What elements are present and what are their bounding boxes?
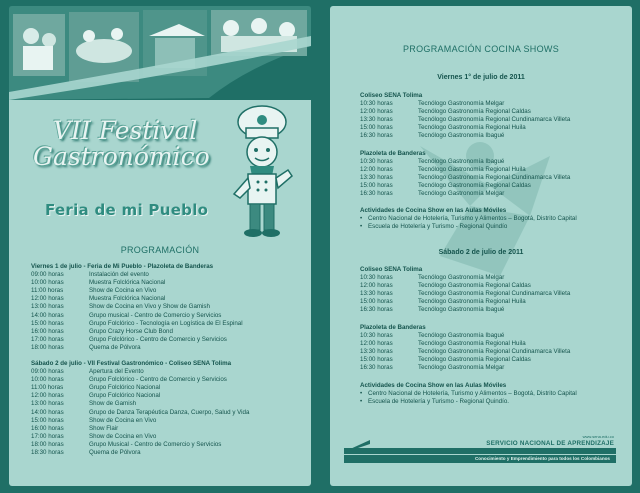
schedule-description: Show de Cocina en Vivo [89,287,157,295]
schedule-description: Tecnólogo Gastronomía Regional Huila [418,124,526,132]
schedule-row [360,290,570,298]
sena-footer [330,434,632,464]
schedule-row [31,433,249,441]
schedule-description: Muestra Folclórica Nacional [89,279,166,287]
schedule-description: Tecnólogo Gastronomía Regional Caldas [418,282,531,290]
schedule-row [31,392,249,400]
schedule-row [31,441,249,449]
schedule-description: Show Flair [89,424,119,432]
schedule-row [31,449,249,457]
schedule-time: 18:30 horas [31,449,64,457]
plazoleta-rows [360,158,570,198]
schedule-row [360,332,570,340]
schedule-description: Tecnólogo Gastronomía Regional Cundinamarca Villeta [418,290,571,298]
programacion-heading: PROGRAMACIÓN [120,245,200,255]
schedule-row [360,174,570,182]
schedule-time: 15:00 horas [360,182,393,190]
bullet-icon: • [360,390,363,398]
schedule-time: 14:00 horas [31,311,64,319]
saturday-rows [31,368,249,457]
schedule-row [31,376,249,384]
schedule-description: Grupo Crazy Horse Club Bond [89,327,173,335]
schedule-description: Show de Cocina en Vivo [89,432,157,440]
schedule-time: 10:30 horas [360,158,393,166]
schedule-description: Show de Cocina en Vivo y Show de Gamish [89,303,210,311]
schedule-description: Tecnólogo Gastronomía Melgar [418,274,505,282]
schedule-time: 13:00 horas [31,303,64,311]
schedule-row [360,116,570,124]
schedule-time: 18:00 horas [31,343,64,351]
chef-mascot-illustration [222,102,302,242]
schedule-time: 18:00 horas [31,440,64,448]
schedule-time: 11:00 horas [31,287,64,295]
schedule-row [31,271,243,279]
schedule-row [31,295,243,303]
bullet-text: Escuela de Hotelería y Turismo - Regional Quindío [368,223,508,231]
schedule-description: Apertura del Evento [89,368,144,376]
schedule-description: Tecnólogo Gastronomía Ibagué [418,158,505,166]
header-photo-collage [9,6,311,100]
bullet-item [360,215,577,223]
bullet-icon: • [360,398,363,406]
bullet-item [360,398,577,406]
schedule-row [31,312,243,320]
schedule-time: 17:00 horas [31,335,64,343]
coliseo-rows [360,274,570,314]
schedule-time: 13:30 horas [360,348,393,356]
schedule-time: 12:00 horas [360,282,393,290]
aulas-items [360,390,577,406]
schedule-row [31,425,249,433]
schedule-row [31,287,243,295]
schedule-time: 15:00 horas [360,356,393,364]
coliseo-rows [360,100,570,140]
schedule-description: Tecnólogo Gastronomía Regional Huila [418,340,526,348]
schedule-time: 09:00 horas [31,271,64,279]
title-line-2: Gastronómico [33,142,210,171]
schedule-row [31,384,249,392]
schedule-row [31,344,243,352]
schedule-description: Tecnólogo Gastronomía Regional Caldas [418,356,531,364]
left-page [9,6,311,486]
friday-heading: Viernes 1 de julio - Feria de Mi Pueblo - Plazoleta de Banderas [31,263,214,270]
schedule-description: Muestra Folclórica Nacional [89,295,166,303]
schedule-description: Tecnólogo Gastronomía Melgar [418,190,505,198]
schedule-row [31,409,249,417]
sena-url: www.sena.edu.co [582,434,614,439]
schedule-description: Tecnólogo Gastronomía Ibagué [418,132,505,140]
schedule-row [360,356,570,364]
schedule-description: Grupo Folclórico Nacional [89,392,161,400]
schedule-time: 16:30 horas [360,306,393,314]
schedule-time: 10:30 horas [360,100,393,108]
schedule-time: 17:00 horas [31,432,64,440]
saturday-heading: Sábado 2 de julio - VII Festival Gastronómico - Coliseo SENA Tolima [31,360,232,367]
schedule-row [360,124,570,132]
feria-subtitle: Feria de mi Pueblo [45,201,209,219]
saturday-date: Sábado 2 de julio de 2011 [438,249,524,256]
bullet-icon: • [360,223,363,231]
schedule-description: Tecnólogo Gastronomía Melgar [418,364,505,372]
cocina-shows-title: PROGRAMACIÓN COCINA SHOWS [402,44,559,54]
schedule-time: 15:00 horas [360,298,393,306]
schedule-description: Tecnólogo Gastronomía Regional Huila [418,298,526,306]
plazoleta-heading: Plazoleta de Banderas [360,150,426,157]
schedule-description: Quema de Pólvora [89,449,141,457]
bullet-item [360,390,577,398]
sena-org-name: SERVICIO NACIONAL DE APRENDIZAJE [486,440,614,447]
schedule-row [360,132,570,140]
schedule-time: 09:00 horas [31,368,64,376]
schedule-row [360,298,570,306]
schedule-description: Tecnólogo Gastronomía Regional Cundinamarca Villeta [418,348,571,356]
schedule-description: Instalación del evento [89,271,149,279]
saturday-coliseo [360,266,570,315]
plazoleta-rows [360,332,570,372]
bullet-text: Centro Nacional de Hotelería, Turismo y Alimentos – Bogotá, Distrito Capital [368,215,577,223]
schedule-description: Show de Gamish [89,400,137,408]
schedule-row [360,158,570,166]
schedule-row [31,328,243,336]
schedule-time: 13:30 horas [360,290,393,298]
schedule-time: 10:00 horas [31,279,64,287]
photo-collage-image [9,6,311,100]
friday-aulas [360,207,577,231]
schedule-row [31,368,249,376]
schedule-row [360,100,570,108]
schedule-time: 10:30 horas [360,332,393,340]
friday-coliseo [360,92,570,141]
saturday-aulas [360,382,577,406]
schedule-description: Tecnólogo Gastronomía Regional Cundinamarca Villeta [418,174,571,182]
schedule-time: 16:30 horas [360,190,393,198]
schedule-description: Tecnólogo Gastronomía Regional Caldas [418,108,531,116]
schedule-time: 10:00 horas [31,376,64,384]
schedule-time: 13:00 horas [31,400,64,408]
bullet-text: Escuela de Hotelería y Turismo - Regional Quindío. [368,398,510,406]
schedule-row [31,400,249,408]
schedule-time: 15:00 horas [31,319,64,327]
schedule-row [360,282,570,290]
schedule-time: 12:00 horas [360,340,393,348]
schedule-row [31,336,243,344]
friday-date: Viernes 1° de julio de 2011 [437,74,525,81]
friday-schedule [31,263,243,352]
schedule-description: Tecnólogo Gastronomía Regional Huila [418,166,526,174]
schedule-row [360,190,570,198]
schedule-row [360,348,570,356]
aulas-heading: Actividades de Cocina Show en las Aulas Móviles [360,207,507,214]
schedule-time: 16:00 horas [31,327,64,335]
schedule-description: Quema de Pólvora [89,343,141,351]
schedule-time: 16:00 horas [31,424,64,432]
schedule-time: 15:00 horas [31,416,64,424]
bullet-text: Centro Nacional de Hotelería, Turismo y Alimentos – Bogotá, Distrito Capital [368,390,577,398]
aulas-items [360,215,577,231]
schedule-row [360,166,570,174]
bullet-item [360,223,577,231]
schedule-description: Tecnólogo Gastronomía Ibagué [418,332,505,340]
schedule-row [360,306,570,314]
schedule-description: Show de Cocina en Vivo [89,416,157,424]
schedule-row [360,108,570,116]
schedule-description: Tecnólogo Gastronomía Ibagué [418,306,505,314]
schedule-time: 15:00 horas [360,124,393,132]
schedule-time: 16:30 horas [360,132,393,140]
saturday-schedule [31,360,249,457]
schedule-time: 12:00 horas [360,166,393,174]
schedule-time: 12:00 horas [31,392,64,400]
schedule-description: Grupo Musical - Centro de Comercio y Servicios [89,440,222,448]
schedule-row [31,320,243,328]
schedule-time: 13:30 horas [360,174,393,182]
festival-title [33,118,233,170]
right-page [330,6,632,486]
schedule-time: 13:30 horas [360,116,393,124]
saturday-plazoleta [360,324,570,373]
friday-plazoleta [360,150,570,199]
schedule-description: Grupo Folclórico - Tecnología en Logística de El Espinal [89,319,243,327]
friday-rows [31,271,243,352]
bullet-icon: • [360,215,363,223]
coliseo-heading: Coliseo SENA Tolima [360,92,423,99]
schedule-time: 12:00 horas [360,108,393,116]
schedule-description: Grupo Folclórico - Centro de Comercio y Servicios [89,376,227,384]
schedule-description: Tecnólogo Gastronomía Regional Caldas [418,182,531,190]
schedule-description: Tecnólogo Gastronomía Regional Cundinamarca Villeta [418,116,571,124]
schedule-time: 11:00 horas [31,384,64,392]
title-line-1: VII Festival [53,116,198,145]
schedule-description: Grupo Folclórico Nacional [89,384,161,392]
schedule-description: Grupo musical - Centro de Comercio y Servicios [89,311,222,319]
schedule-description: Tecnólogo Gastronomía Melgar [418,100,505,108]
schedule-time: 10:30 horas [360,274,393,282]
aulas-heading: Actividades de Cocina Show en las Aulas Móviles [360,382,507,389]
schedule-time: 14:00 horas [31,408,64,416]
schedule-time: 12:00 horas [31,295,64,303]
schedule-row [360,340,570,348]
sena-tagline: Conocimiento y Emprendimiento para todos los Colombianos [474,456,610,461]
plazoleta-heading: Plazoleta de Banderas [360,324,426,331]
coliseo-heading: Coliseo SENA Tolima [360,266,423,273]
schedule-row [31,279,243,287]
schedule-row [31,417,249,425]
schedule-row [360,182,570,190]
schedule-row [360,364,570,372]
schedule-description: Grupo de Danza Terapéutica Danza, Cuerpo, Salud y Vida [89,408,250,416]
schedule-row [31,303,243,311]
footer-bar [344,448,616,454]
schedule-time: 16:30 horas [360,364,393,372]
schedule-description: Grupo Folclórico - Centro de Comercio y Servicios [89,335,227,343]
schedule-row [360,274,570,282]
